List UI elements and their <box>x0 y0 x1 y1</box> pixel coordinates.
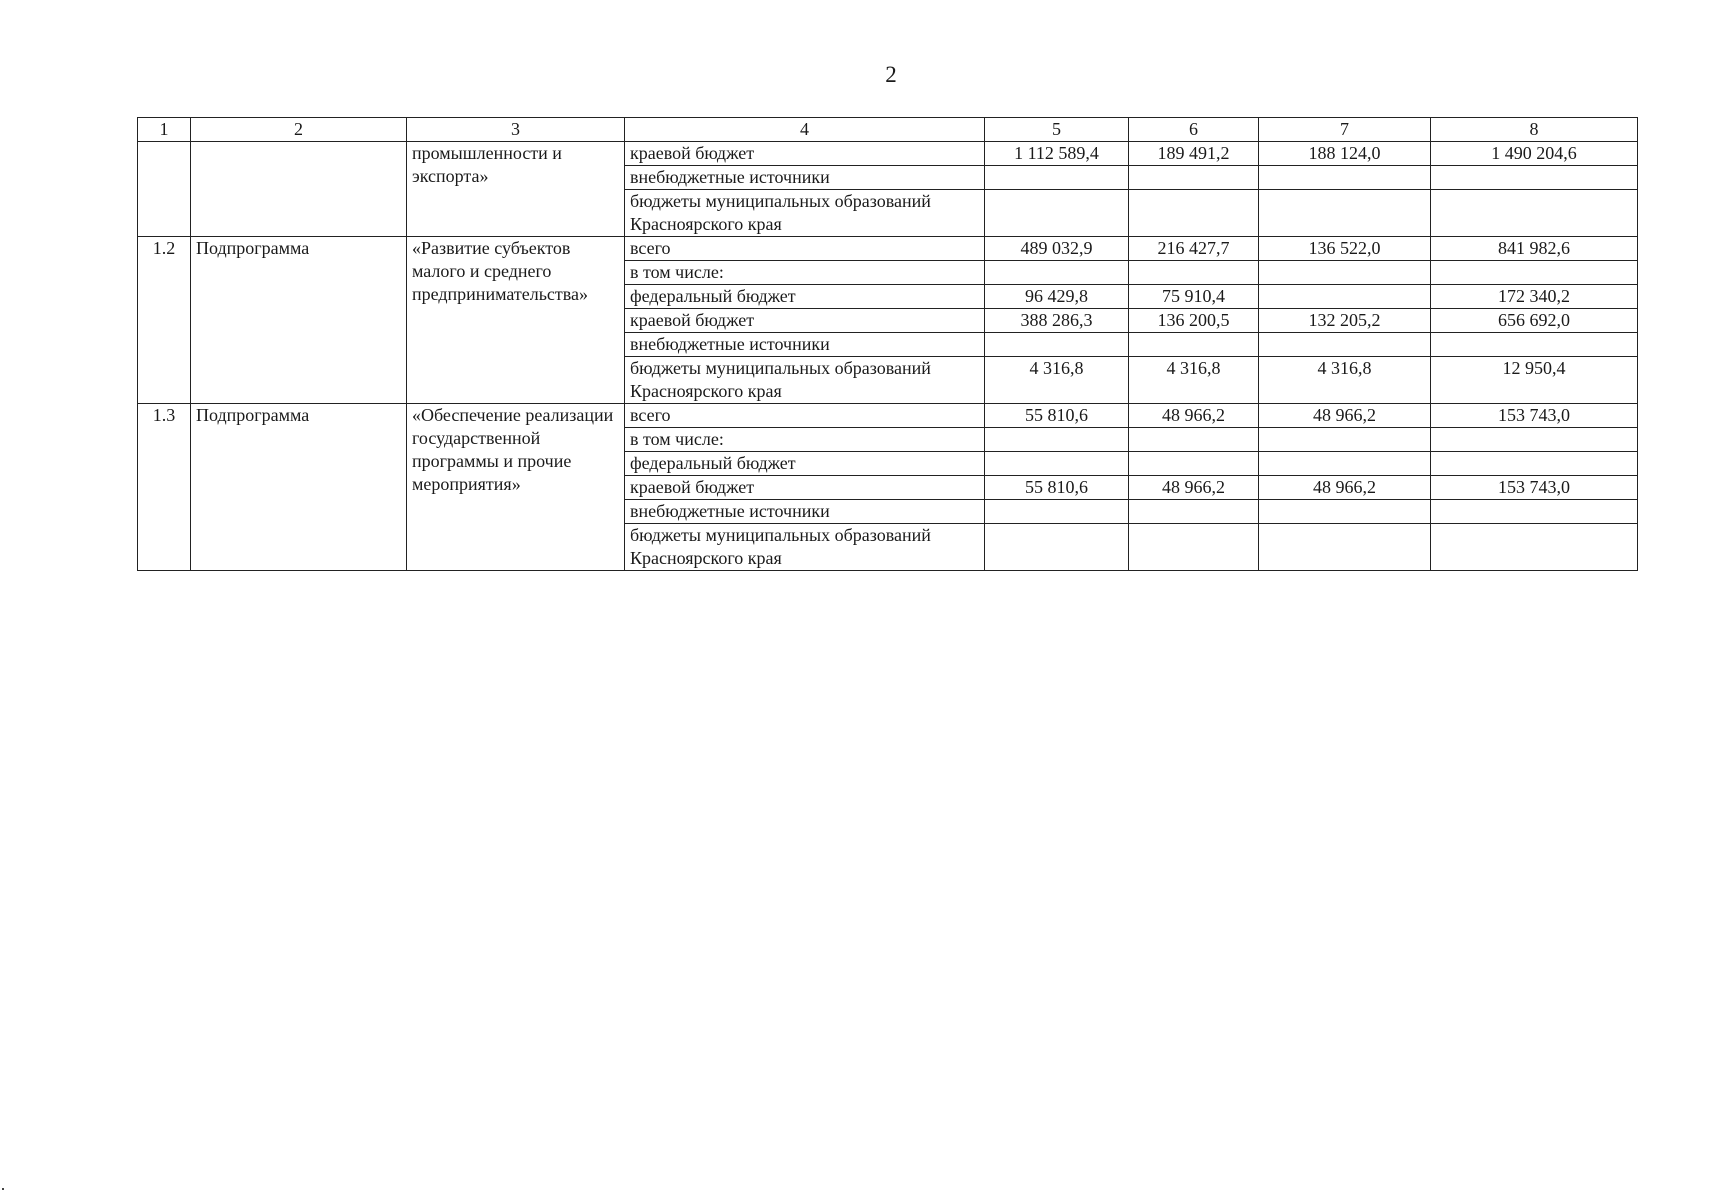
value-cell: 48 966,2 <box>1129 476 1259 500</box>
item-name: «Развитие субъектов малого и среднего предпринимательства» <box>407 237 625 404</box>
header-row <box>138 118 1638 142</box>
value-cell <box>1129 166 1259 190</box>
value-cell: 4 316,8 <box>1259 357 1431 404</box>
value-cell <box>1259 452 1431 476</box>
funding-source: в том числе: <box>625 261 985 285</box>
value-cell <box>1129 333 1259 357</box>
value-cell <box>1259 285 1431 309</box>
funding-source: бюджеты муниципальных образований Красноярского края <box>625 524 985 571</box>
value-cell <box>1259 261 1431 285</box>
value-cell: 55 810,6 <box>985 476 1129 500</box>
item-type: Подпрограмма <box>191 404 407 571</box>
funding-source: федеральный бюджет <box>625 285 985 309</box>
value-cell <box>985 190 1129 237</box>
value-cell <box>1259 166 1431 190</box>
value-cell: 75 910,4 <box>1129 285 1259 309</box>
value-cell <box>1259 190 1431 237</box>
value-cell <box>1431 261 1638 285</box>
funding-source: внебюджетные источники <box>625 500 985 524</box>
funding-source: всего <box>625 404 985 428</box>
value-cell: 12 950,4 <box>1431 357 1638 404</box>
page-number: 2 <box>885 62 897 87</box>
row-number: 1.2 <box>138 237 191 404</box>
scan-speck <box>2 1188 4 1190</box>
column-header: 7 <box>1259 118 1431 142</box>
funding-source: краевой бюджет <box>625 476 985 500</box>
column-header: 8 <box>1431 118 1638 142</box>
funding-source: внебюджетные источники <box>625 166 985 190</box>
budget-table <box>137 117 1638 571</box>
funding-source: краевой бюджет <box>625 309 985 333</box>
item-name: «Обеспечение реализации государственной программы и прочие мероприятия» <box>407 404 625 571</box>
value-cell <box>1129 524 1259 571</box>
row-number <box>138 142 191 237</box>
value-cell <box>1431 190 1638 237</box>
column-header: 6 <box>1129 118 1259 142</box>
value-cell: 48 966,2 <box>1129 404 1259 428</box>
value-cell <box>1431 333 1638 357</box>
value-cell <box>985 166 1129 190</box>
column-header: 2 <box>191 118 407 142</box>
row-number: 1.3 <box>138 404 191 571</box>
value-cell <box>1431 452 1638 476</box>
value-cell <box>1129 428 1259 452</box>
value-cell: 388 286,3 <box>985 309 1129 333</box>
value-cell <box>1259 524 1431 571</box>
table-row <box>138 142 1638 166</box>
value-cell: 153 743,0 <box>1431 476 1638 500</box>
value-cell: 841 982,6 <box>1431 237 1638 261</box>
value-cell <box>1129 500 1259 524</box>
value-cell: 4 316,8 <box>1129 357 1259 404</box>
value-cell <box>985 452 1129 476</box>
funding-source: краевой бюджет <box>625 142 985 166</box>
value-cell: 1 112 589,4 <box>985 142 1129 166</box>
column-header: 5 <box>985 118 1129 142</box>
column-header: 4 <box>625 118 985 142</box>
table-row <box>138 237 1638 261</box>
value-cell <box>985 333 1129 357</box>
value-cell: 4 316,8 <box>985 357 1129 404</box>
value-cell: 136 522,0 <box>1259 237 1431 261</box>
value-cell: 188 124,0 <box>1259 142 1431 166</box>
column-header: 3 <box>407 118 625 142</box>
value-cell <box>1431 166 1638 190</box>
value-cell: 136 200,5 <box>1129 309 1259 333</box>
funding-source: всего <box>625 237 985 261</box>
funding-source: бюджеты муниципальных образований Красноярского края <box>625 357 985 404</box>
value-cell: 48 966,2 <box>1259 476 1431 500</box>
value-cell: 153 743,0 <box>1431 404 1638 428</box>
value-cell: 656 692,0 <box>1431 309 1638 333</box>
value-cell <box>1129 190 1259 237</box>
value-cell: 172 340,2 <box>1431 285 1638 309</box>
value-cell <box>1431 524 1638 571</box>
item-type: Подпрограмма <box>191 237 407 404</box>
value-cell <box>1431 500 1638 524</box>
value-cell: 489 032,9 <box>985 237 1129 261</box>
value-cell <box>1129 261 1259 285</box>
value-cell <box>1259 500 1431 524</box>
item-name: промышленности и экспорта» <box>407 142 625 237</box>
funding-source: бюджеты муниципальных образований Красноярского края <box>625 190 985 237</box>
value-cell <box>1431 428 1638 452</box>
value-cell <box>985 428 1129 452</box>
value-cell <box>985 524 1129 571</box>
value-cell: 189 491,2 <box>1129 142 1259 166</box>
value-cell <box>985 500 1129 524</box>
column-header: 1 <box>138 118 191 142</box>
value-cell: 216 427,7 <box>1129 237 1259 261</box>
value-cell: 1 490 204,6 <box>1431 142 1638 166</box>
value-cell <box>985 261 1129 285</box>
value-cell: 96 429,8 <box>985 285 1129 309</box>
value-cell: 132 205,2 <box>1259 309 1431 333</box>
value-cell: 48 966,2 <box>1259 404 1431 428</box>
funding-source: внебюджетные источники <box>625 333 985 357</box>
value-cell: 55 810,6 <box>985 404 1129 428</box>
funding-source: федеральный бюджет <box>625 452 985 476</box>
value-cell <box>1129 452 1259 476</box>
value-cell <box>1259 333 1431 357</box>
table-row <box>138 404 1638 428</box>
funding-source: в том числе: <box>625 428 985 452</box>
value-cell <box>1259 428 1431 452</box>
item-type <box>191 142 407 237</box>
